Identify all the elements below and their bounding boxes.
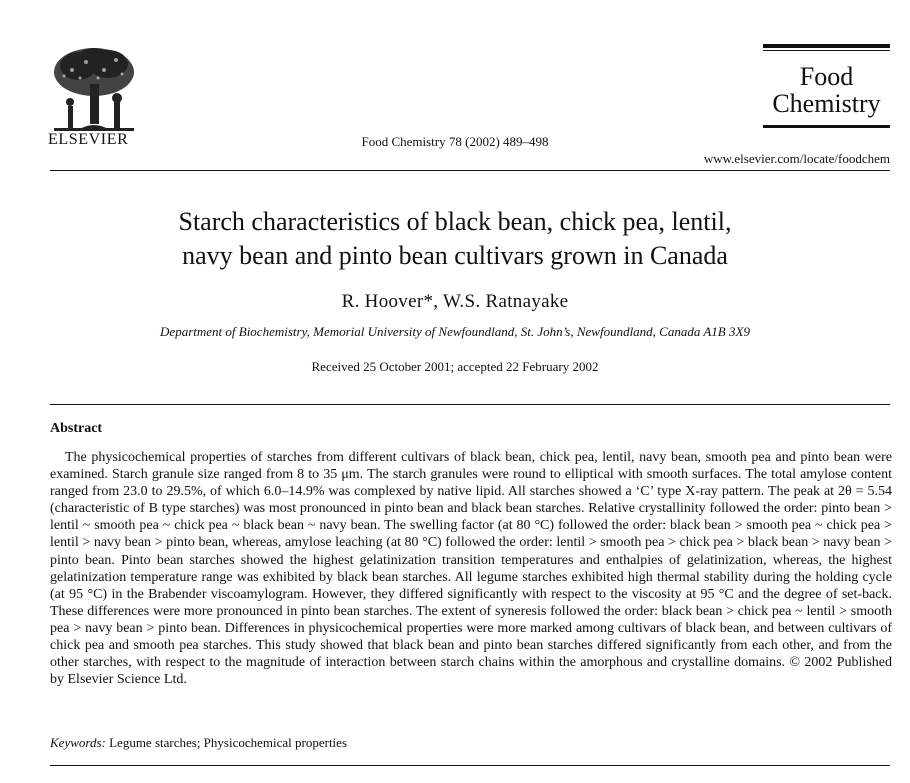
masthead-rule-bottom [763, 125, 890, 128]
abstract-heading: Abstract [50, 421, 103, 436]
abstract-divider [50, 404, 890, 405]
abstract-text: The physicochemical properties of starches from different cultivars of black bean, chick pea, lentil, navy bean, smooth pea and pinto bean were examined. Starch granule size ranged from 8 to 35 μm. The starch granules were round to elliptical with smooth surfaces. The total amylose content ranged from 23.0 to 29.5%, of which 6.0–14.9% was complexed by native lipid. All starches showed a ‘C’ type X-ray pattern. The peak at 2θ = 5.54 (characteristic of B type starches) was most pronounced in pinto bean and black bean starches. Relative crystallinity followed the order: pinto bean > lentil ~ smooth pea ~ chick pea ~ black bean ~ navy bean. The swelling factor (at 80 °C) followed the order: black bean > smooth pea ~ chick pea > lentil > navy bean > pinto bean, whereas, amylose leaching (at 80 °C) followed the order: lentil > smooth pea > chick pea > black bean > navy bean > pinto bean. Pinto bean starches showed the highest gelatinization transition temperatures and enthalpies of gelatinization, whereas, the highest gelatinization temperature range was exhibited by black bean starches. All legume starches exhibited high thermal stability during the holding cycle (at 95 °C) in the Brabender viscoamylogram. However, they differed significantly with respect to the viscosity at 95 °C and the degree of set-back. These differences were more pronounced in pinto bean starches. The extent of syneresis followed the order: black bean > chick pea ~ lentil > smooth pea > navy bean > pinto bean. Differences in physicochemical properties were more marked among cultivars of black bean, and between cultivars of chick pea and smooth pea starches. This study showed that black bean and pinto bean starches differed significantly from each other, and from the other starches, with respect to the magnitude of interaction between starch chains within the amorphous and crystalline domains. © 2002 Published by Elsevier Science Ltd. [50, 450, 892, 688]
masthead-rule-thin [763, 50, 890, 51]
article-title-line1: Starch characteristics of black bean, chick pea, lentil, [178, 207, 732, 236]
article-authors: R. Hoover*, W.S. Ratnayake [341, 291, 569, 312]
journal-url-link[interactable]: www.elsevier.com/locate/foodchem [703, 151, 890, 166]
keywords-line [50, 735, 347, 751]
elsevier-tree-icon [48, 44, 140, 134]
publisher-name: ELSEVIER [48, 131, 129, 148]
article-title [0, 205, 910, 273]
masthead-rule-thick [763, 44, 890, 48]
article-title-line2: navy bean and pinto bean cultivars grown in Canada [182, 241, 728, 270]
journal-title [763, 63, 890, 117]
journal-masthead [763, 44, 890, 128]
author-affiliation: Department of Biochemistry, Memorial University of Newfoundland, St. John’s, Newfoundland, Canada A1B 3X9 [160, 324, 750, 339]
keywords-list: Legume starches; Physicochemical properties [109, 735, 348, 750]
received-dates: Received 25 October 2001; accepted 22 February 2002 [311, 359, 599, 374]
bottom-divider [50, 765, 890, 766]
keywords-label: Keywords: [50, 735, 106, 750]
journal-title-line2: Chemistry [772, 89, 881, 118]
journal-citation: Food Chemistry 78 (2002) 489–498 [361, 134, 549, 149]
journal-title-line1: Food [799, 62, 854, 91]
header-divider [50, 170, 890, 171]
